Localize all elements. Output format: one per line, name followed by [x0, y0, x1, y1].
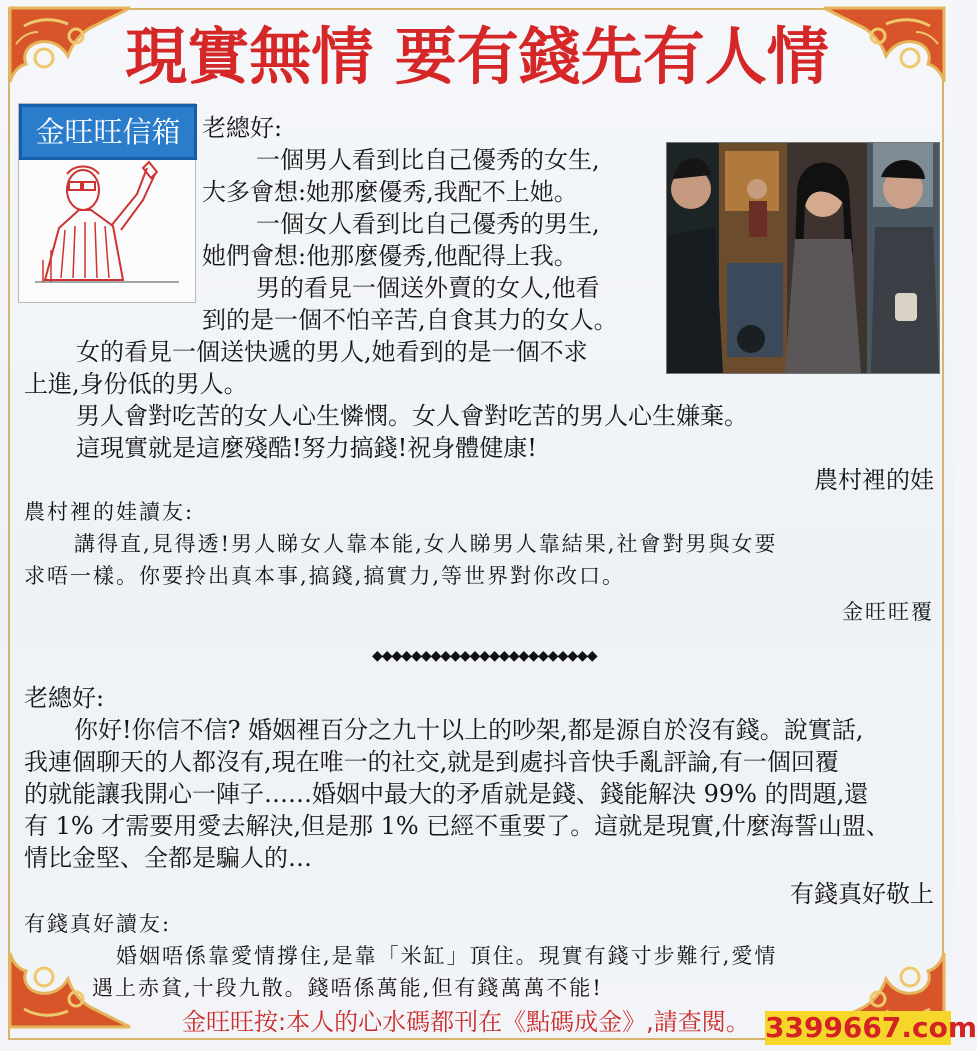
letter2-line: 有 1% 才需要用愛去解決,但是那 1% 已經不重要了。這就是現實,什麼海誓山盟、	[24, 812, 890, 840]
letter1-line: 她們會想:他那麼優秀,他配得上我。	[202, 242, 578, 270]
letter2-line: 情比金堅、全都是騙人的…	[24, 844, 312, 872]
letter2-greeting: 老總好:	[24, 684, 105, 712]
letter1-line: 這現實就是這麼殘酷!努力搞錢!祝身體健康!	[76, 434, 537, 462]
letter1-line: 到的是一個不怕辛苦,自食其力的女人。	[202, 306, 618, 334]
corner-ornament-icon	[824, 8, 944, 100]
reply1-line: 講得直,見得透!男人睇女人靠本能,女人睇男人靠結果,社會對男與女要	[74, 532, 778, 556]
letter1-signature: 農村裡的娃	[814, 466, 934, 494]
letter2-line: 我連個聊天的人都沒有,現在唯一的社交,就是到處抖音快手亂評論,有一個回覆	[24, 748, 839, 776]
section-divider: ◆◆◆◆◆◆◆◆◆◆◆◆◆◆◆◆◆◆◆◆◆◆◆	[372, 648, 597, 664]
watermark-badge: 3399667.com	[765, 1011, 977, 1044]
reply1-signature: 金旺旺覆	[842, 600, 934, 624]
reply2-line: 遇上赤貧,十段九散。錢唔係萬能,但有錢萬萬不能!	[92, 976, 603, 1000]
letter2-line: 你好!你信不信? 婚姻裡百分之九十以上的吵架,都是源自於沒有錢。說實話,	[74, 716, 864, 744]
reply1-addressee: 農村裡的娃讀友:	[24, 500, 195, 524]
letter2-line: 的就能讓我開心一陣子……婚姻中最大的矛盾就是錢、錢能解決 99% 的問題,還	[24, 780, 869, 808]
letter2-signature: 有錢真好敬上	[790, 880, 934, 908]
reply2-line: 婚姻唔係靠愛情撐住,是靠「米缸」頂住。現實有錢寸步難行,愛情	[116, 944, 778, 968]
letter1-line: 女的看見一個送快遞的男人,她看到的是一個不求	[76, 338, 588, 366]
letter1-line: 男的看見一個送外賣的女人,他看	[256, 274, 600, 302]
letter1-line: 男人會對吃苦的女人心生憐憫。女人會對吃苦的男人心生嫌棄。	[76, 402, 748, 430]
mailbox-title: 金旺旺信箱	[19, 104, 197, 160]
letter1-line: 一個女人看到比自己優秀的男生,	[256, 210, 600, 238]
man-pointing-illustration-icon	[25, 160, 189, 300]
headline: 現實無情 要有錢先有人情	[125, 20, 829, 93]
drama-still-photo	[666, 142, 940, 374]
reply1-line: 求唔一樣。你要拎出真本事,搞錢,搞實力,等世界對你改口。	[24, 564, 626, 588]
letter1-greeting: 老總好:	[202, 114, 283, 142]
letter1-line: 上進,身份低的男人。	[24, 370, 248, 398]
letter1-line: 大多會想:她那麼優秀,我配不上她。	[202, 178, 578, 206]
letter1-line: 一個男人看到比自己優秀的女生,	[256, 146, 600, 174]
reply2-addressee: 有錢真好讀友:	[24, 912, 172, 936]
corner-ornament-icon	[10, 8, 130, 100]
mailbox-logo	[18, 103, 196, 303]
footer-note: 金旺旺按:本人的心水碼都刊在《點碼成金》,請查閱。	[182, 1008, 750, 1036]
